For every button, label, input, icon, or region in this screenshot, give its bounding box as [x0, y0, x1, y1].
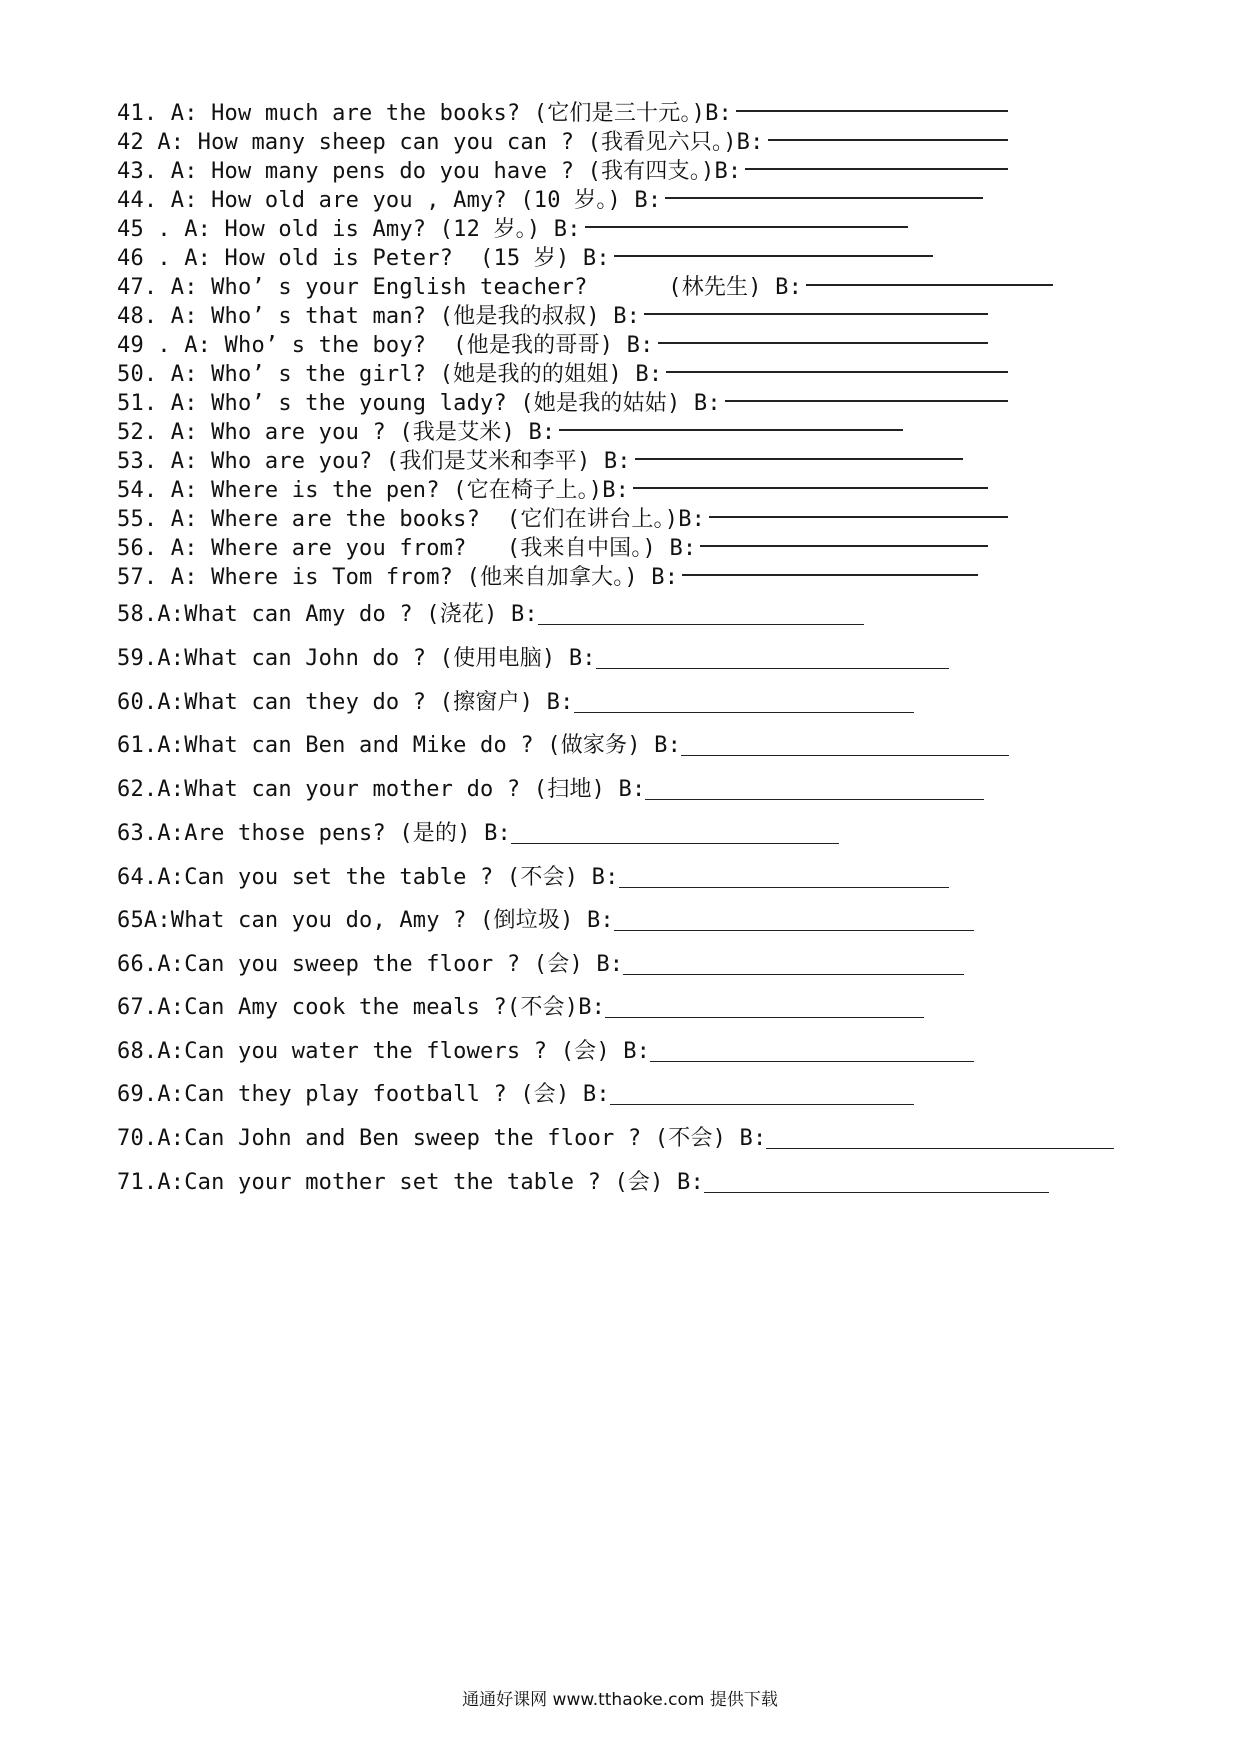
answer-blank[interactable]	[511, 843, 839, 844]
answer-blank[interactable]	[658, 342, 988, 344]
answer-blank[interactable]	[704, 1192, 1049, 1193]
answer-blank[interactable]	[538, 624, 864, 625]
question-line	[117, 505, 1008, 535]
answer-blank[interactable]	[665, 197, 983, 199]
answer-blank[interactable]	[768, 139, 1008, 141]
question-text: 46 . A: How old is Peter? (15 岁) B:	[117, 246, 610, 271]
question-line	[117, 563, 978, 593]
question-text: 58.A:What can Amy do ? (浇花) B:	[117, 602, 538, 627]
answer-blank[interactable]	[574, 712, 914, 713]
question-line	[117, 644, 949, 674]
answer-blank[interactable]	[681, 755, 1009, 756]
question-text: 59.A:What can John do ? (使用电脑) B:	[117, 646, 596, 671]
question-text: 54. A: Where is the pen? (它在椅子上。)B:	[117, 478, 630, 503]
answer-blank[interactable]	[650, 1061, 974, 1062]
question-text: 48. A: Who’ s that man? (他是我的叔叔) B:	[117, 304, 641, 329]
question-text: 63.A:Are those pens? (是的) B:	[117, 821, 511, 846]
answer-blank[interactable]	[596, 668, 949, 669]
answer-blank[interactable]	[605, 1017, 924, 1018]
answer-blank[interactable]	[614, 930, 974, 931]
question-text: 67.A:Can Amy cook the meals ?(不会)B:	[117, 995, 606, 1020]
answer-blank[interactable]	[635, 458, 963, 460]
answer-blank[interactable]	[666, 371, 1008, 373]
answer-blank[interactable]	[806, 284, 1053, 286]
question-line	[117, 775, 984, 805]
question-text: 65A:What can you do, Amy ? (倒垃圾) B:	[117, 908, 614, 933]
question-text: 44. A: How old are you , Amy? (10 岁。) B:	[117, 188, 662, 213]
question-line	[117, 99, 1008, 129]
question-line	[117, 302, 988, 332]
question-text: 52. A: Who are you ? (我是艾米) B:	[117, 420, 556, 445]
question-line	[117, 819, 839, 849]
question-line	[117, 157, 1008, 187]
question-text: 60.A:What can they do ? (擦窗户) B:	[117, 690, 574, 715]
question-line	[117, 1037, 974, 1067]
question-line	[117, 731, 1009, 761]
answer-blank[interactable]	[614, 255, 933, 257]
question-line	[117, 600, 864, 630]
answer-blank[interactable]	[700, 545, 988, 547]
question-line	[117, 331, 988, 361]
question-line	[117, 244, 933, 274]
question-text: 61.A:What can Ben and Mike do ? (做家务) B:	[117, 733, 682, 758]
question-line	[117, 273, 1053, 303]
question-text: 55. A: Where are the books? (它们在讲台上。)B:	[117, 507, 706, 532]
question-text: 49 . A: Who’ s the boy? (他是我的哥哥) B:	[117, 333, 654, 358]
answer-blank[interactable]	[709, 516, 1008, 518]
question-text: 53. A: Who are you? (我们是艾米和李平) B:	[117, 449, 631, 474]
question-text: 41. A: How much are the books? (它们是三十元。)B:	[117, 101, 732, 126]
answer-blank[interactable]	[610, 1104, 914, 1105]
question-line	[117, 418, 903, 448]
question-line	[117, 906, 974, 936]
question-text: 42 A: How many sheep can you can ? (我看见六只。)B:	[117, 130, 764, 155]
question-text: 70.A:Can John and Ben sweep the floor ? (不会) B:	[117, 1126, 767, 1151]
question-line	[117, 476, 988, 506]
question-line	[117, 128, 1008, 158]
question-text: 47. A: Who’ s your English teacher? (林先生) B:	[117, 275, 803, 300]
answer-blank[interactable]	[745, 168, 1008, 170]
question-line	[117, 950, 964, 980]
answer-blank[interactable]	[585, 226, 908, 228]
question-text: 64.A:Can you set the table ? (不会) B:	[117, 865, 619, 890]
question-line	[117, 1124, 1114, 1154]
question-line	[117, 1168, 1049, 1198]
question-line	[117, 534, 988, 564]
answer-blank[interactable]	[623, 974, 964, 975]
question-line	[117, 186, 983, 216]
question-text: 71.A:Can your mother set the table ? (会) B:	[117, 1170, 704, 1195]
question-text: 43. A: How many pens do you have ? (我有四支。)B:	[117, 159, 742, 184]
question-line	[117, 688, 914, 718]
question-line	[117, 447, 963, 477]
answer-blank[interactable]	[645, 799, 984, 800]
footer-text: 通通好课网 www.tthaoke.com 提供下载	[462, 1690, 778, 1710]
answer-blank[interactable]	[682, 574, 978, 576]
question-text: 56. A: Where are you from? (我来自中国。) B:	[117, 536, 697, 561]
question-line	[117, 389, 1008, 419]
question-line	[117, 1080, 914, 1110]
question-text: 69.A:Can they play football ? (会) B:	[117, 1082, 610, 1107]
answer-blank[interactable]	[766, 1148, 1114, 1149]
question-text: 50. A: Who’ s the girl? (她是我的的姐姐) B:	[117, 362, 663, 387]
answer-blank[interactable]	[725, 400, 1008, 402]
question-text: 51. A: Who’ s the young lady? (她是我的姑姑) B:	[117, 391, 721, 416]
question-text: 45 . A: How old is Amy? (12 岁。) B:	[117, 217, 581, 242]
question-line	[117, 215, 908, 245]
question-text: 62.A:What can your mother do ? (扫地) B:	[117, 777, 646, 802]
answer-blank[interactable]	[736, 110, 1008, 112]
question-text: 68.A:Can you water the flowers ? (会) B:	[117, 1039, 651, 1064]
question-line	[117, 360, 1008, 390]
answer-blank[interactable]	[644, 313, 988, 315]
answer-blank[interactable]	[619, 887, 949, 888]
question-text: 66.A:Can you sweep the floor ? (会) B:	[117, 952, 624, 977]
question-line	[117, 863, 949, 893]
answer-blank[interactable]	[559, 429, 903, 431]
question-line	[117, 993, 924, 1023]
question-text: 57. A: Where is Tom from? (他来自加拿大。) B:	[117, 565, 679, 590]
answer-blank[interactable]	[633, 487, 988, 489]
